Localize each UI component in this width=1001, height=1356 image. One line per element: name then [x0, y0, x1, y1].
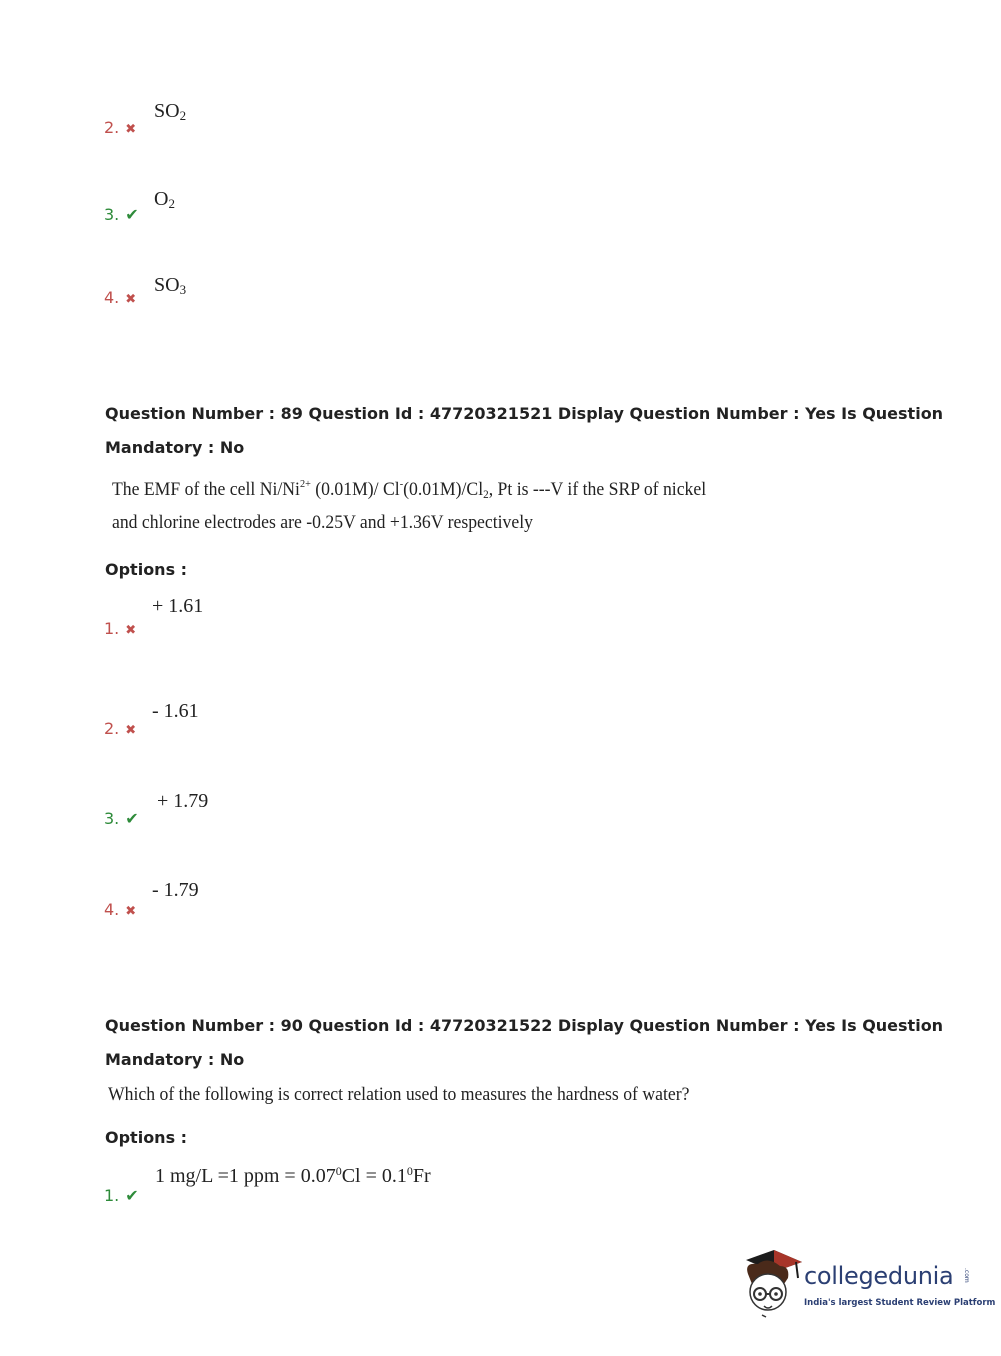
- option-number: 3. ✔: [104, 809, 139, 828]
- wrong-mark-icon: ✖: [125, 623, 137, 638]
- brand-tagline: India's largest Student Review Platform: [804, 1298, 996, 1308]
- option-text: $SO_3$: [154, 274, 187, 297]
- option-text: 1 mg/L =1 ppm = $0.07^0Cl = 0.1^0Fr$: [155, 1164, 431, 1187]
- option-number: 4. ✖: [104, 900, 137, 919]
- option-text: $SO_2$: [154, 100, 187, 123]
- wrong-mark-icon: ✖: [125, 723, 137, 738]
- correct-check-icon: ✔: [125, 1186, 139, 1205]
- question-mandatory: Mandatory : No: [105, 1050, 245, 1069]
- option-text: + 1.61: [152, 595, 204, 617]
- question-mandatory: Mandatory : No: [105, 438, 245, 457]
- options-label: Options :: [105, 1128, 188, 1147]
- option-number: 1. ✔: [104, 1186, 139, 1205]
- wrong-mark-icon: ✖: [125, 904, 137, 919]
- question-header: Question Number : 89 Question Id : 47720321521 Display Question Number : Yes Is Question: [105, 404, 944, 423]
- question-text: The EMF of the cell $Ni/Ni^{2+}$ (0.01M)/ $Cl^-(0.01M)/Cl_2$, Pt is ---V if the SRP of nickel: [112, 478, 707, 501]
- question-text-line-2: and chlorine electrodes are -0.25V and +1.36V respectively: [112, 512, 533, 533]
- wrong-mark-icon: ✖: [125, 122, 137, 137]
- option-text: - 1.79: [152, 879, 199, 901]
- question-text: Which of the following is correct relation used to measures the hardness of water?: [108, 1084, 690, 1105]
- correct-check-icon: ✔: [125, 809, 139, 828]
- option-number: 3. ✔: [104, 205, 139, 224]
- option-text: - 1.61: [152, 700, 199, 722]
- question-header: Question Number : 90 Question Id : 47720321522 Display Question Number : Yes Is Question: [105, 1016, 944, 1035]
- correct-check-icon: ✔: [125, 205, 139, 224]
- wrong-mark-icon: ✖: [125, 292, 137, 307]
- option-number: 2. ✖: [104, 719, 137, 738]
- option-number: 4. ✖: [104, 288, 137, 307]
- mascot-icon: [740, 1248, 804, 1320]
- option-text: $O_2$: [154, 188, 175, 211]
- option-number: 1. ✖: [104, 619, 137, 638]
- option-text: + 1.79: [157, 790, 209, 812]
- brand-dotcom: .com: [963, 1268, 970, 1283]
- options-label: Options :: [105, 560, 188, 579]
- brand-name: collegedunia: [804, 1262, 954, 1290]
- option-number: 2. ✖: [104, 118, 137, 137]
